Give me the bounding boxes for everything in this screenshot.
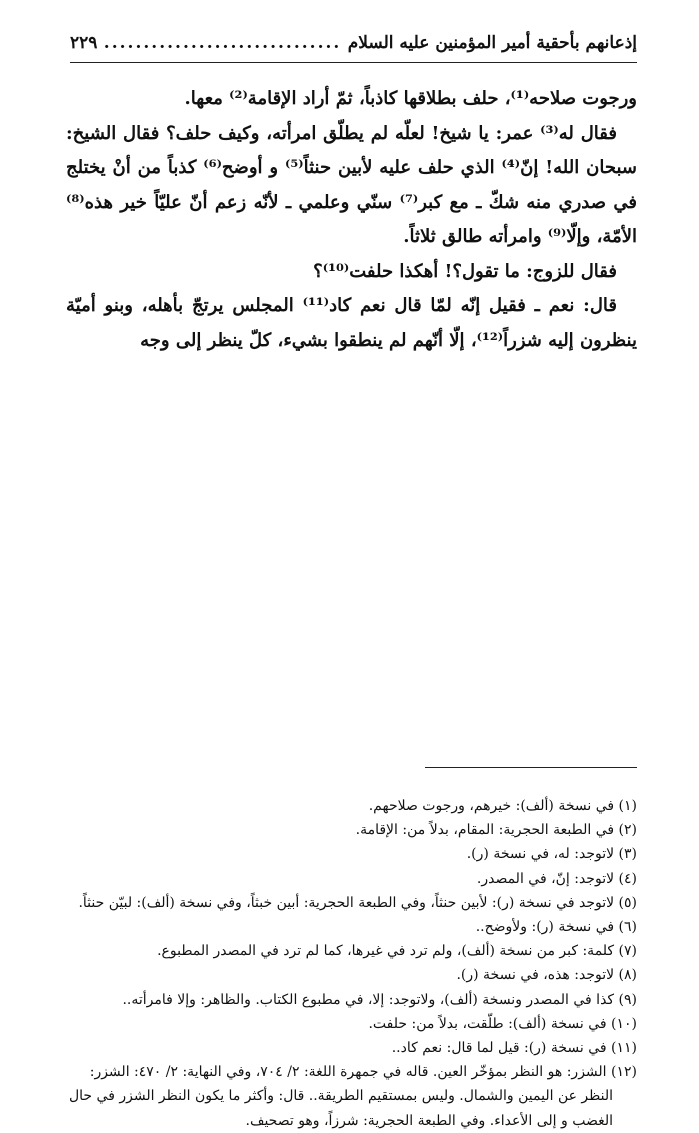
page-header (70, 28, 637, 63)
running-title: إذعانهم بأحقية أمير المؤمنين عليه السلام (347, 33, 637, 53)
footnote: (٥) لاتوجد في نسخة (ر): لأبين حنثاً، وفي الطبعة الحجرية: أبين خبثاً، وفي نسخة (ألف): لبيّن حنثاً. (78, 894, 637, 911)
footnote: (١٢) الشزر: هو النظر بمؤخّر العين. قاله في جمهرة اللغة: ٢/ ٧٠٤، وفي النهاية: ٢/ ٤٧٠: الشزر: النظر عن اليمين والشمال. وليس بمستقيم الطريقة.. قال: وأكثر ما يكون النظر الشزر في حال الغضب و إلى الأعداء. وفي الطبعة الحجرية: شرزاً، وهو تصحيف. (68, 1064, 637, 1129)
footnotes (66, 794, 637, 1133)
footnote: (١٠) في نسخة (ألف): طلّقت، بدلاً من: حلفت. (368, 1015, 637, 1032)
footnote: (١١) في نسخة (ر): قيل لما قال: نعم كاد.. (391, 1040, 637, 1057)
footnote: (٢) في الطبعة الحجرية: المقام، بدلاً من: الإقامة. (355, 822, 637, 839)
footnote: (٣) لاتوجد: له، في نسخة (ر). (466, 846, 637, 863)
footnote: (٤) لاتوجد: إنّ، في المصدر. (476, 870, 637, 887)
paragraph: ورجوت صلاحه⁽¹⁾، حلف بطلاقها كاذباً، ثمّ أراد الإقامة⁽²⁾ معها. (184, 88, 637, 109)
footnote-divider (425, 767, 637, 768)
footnote: (١) في نسخة (ألف): خيرهم، ورجوت صلاحهم. (368, 798, 637, 814)
paragraph: فقال للزوج: ما تقول؟! أهكذا حلفت⁽¹⁰⁾؟ (313, 260, 617, 282)
leader-dots: .............................. (103, 33, 342, 53)
footnote: (٧) كلمة: كبر من نسخة (ألف)، ولم ترد في غيرها، كما لم ترد في المصدر المطبوع. (157, 943, 637, 960)
paragraph: قال: نعم ـ فقيل إنّه لمّا قال نعم كاد⁽¹¹⁾ المجلس يرتجّ بأهله، وبنو أميّة ينظرون إليه شزراً⁽¹²⁾، إلّا أنّهم لم ينطقوا بشيء، كلّ ينظر إلى وجه (66, 295, 637, 351)
main-text (66, 82, 637, 358)
paragraph: فقال له⁽³⁾ عمر: يا شيخ! لعلّه لم يطلّق امرأته، وكيف حلف؟ فقال الشيخ: سبحان الله! إنّ⁽⁴⁾ الذي حلف عليه لأبين حنثاً⁽⁵⁾ و أوضح⁽⁶⁾ كذباً من أنْ يختلج في صدري منه شكّ ـ مع كبر⁽⁷⁾ سنّي وعلمي ـ لأنّه زعم أنّ عليّاً خير هذه⁽⁸⁾ الأمّة، وإلّا⁽⁹⁾ وامرأته طالق ثلاثاً. (66, 122, 637, 247)
footnote: (٦) في نسخة (ر): ولأوضح.. (475, 919, 637, 936)
page-number: ٢٢٩ (70, 33, 98, 53)
footnote: (٨) لاتوجد: هذه، في نسخة (ر). (456, 967, 637, 984)
footnote: (٩) كذا في المصدر ونسخة (ألف)، ولاتوجد: إلا، في مطبوع الكتاب. والظاهر: وإلا فامرأته.. (122, 991, 637, 1008)
